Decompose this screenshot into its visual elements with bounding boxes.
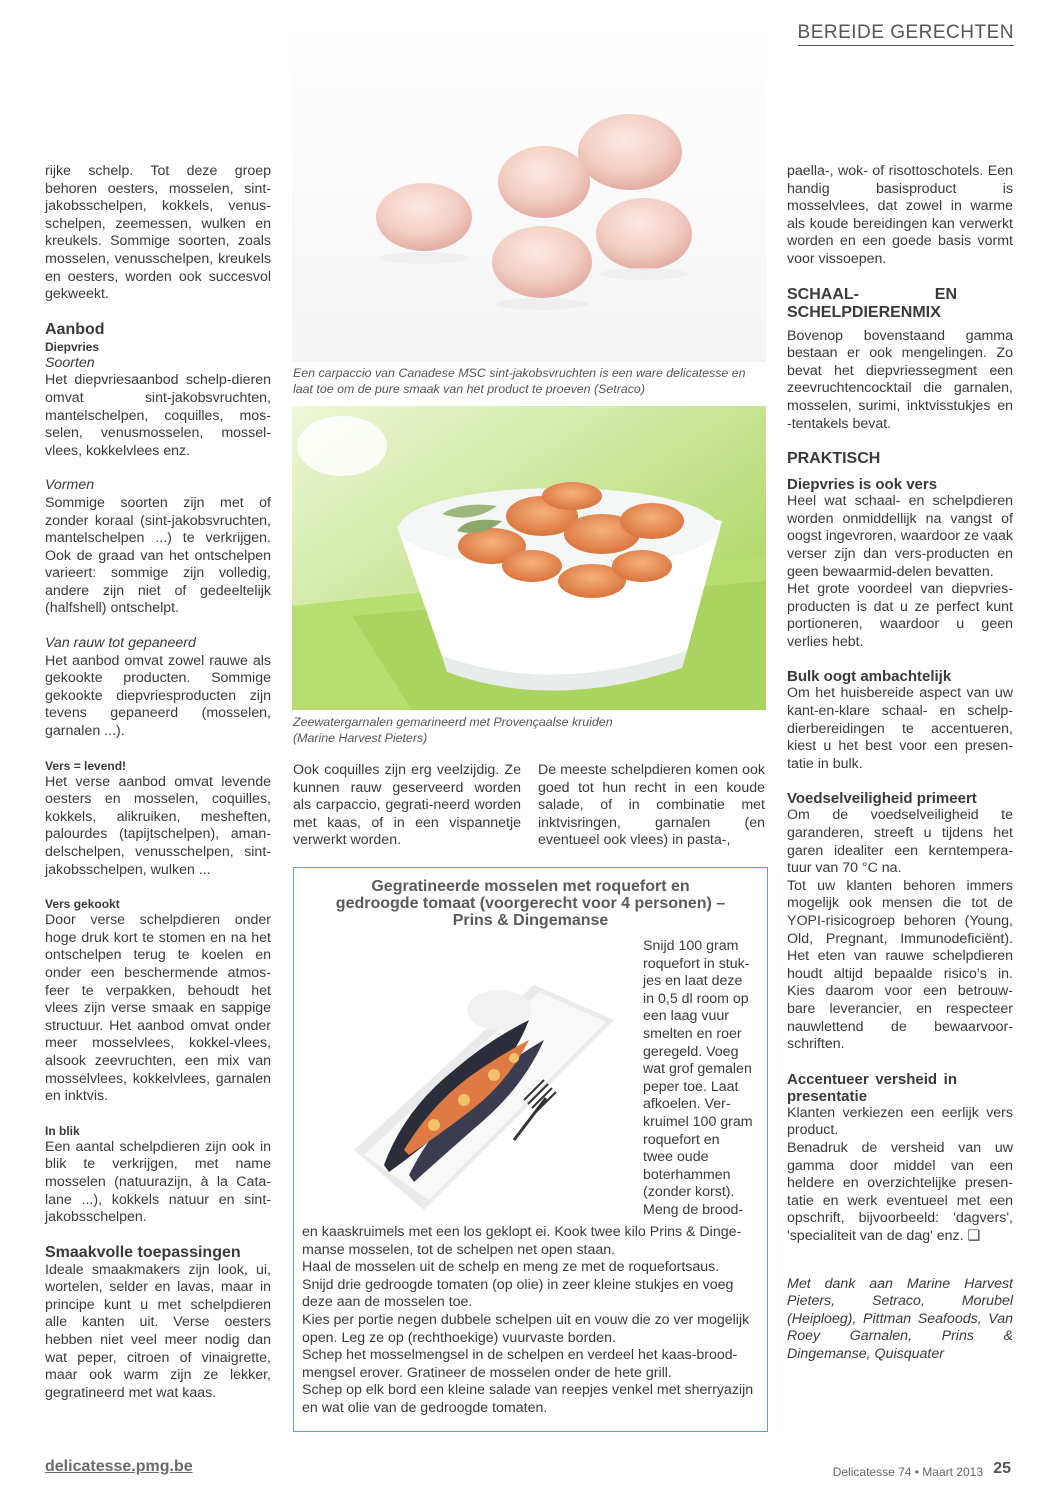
page-number: 25	[993, 1460, 1011, 1477]
paragraph: Ideale smaakmakers zijn look, ui, wortelen, selder en lavas, maar in principe kunt u met schelpdieren alle kanten uit. Verse oesters hebben niet veel meer nodig dan wat peper, citroen of vinaigrette, maar ook warm zijn ze lekker, gegratineerd met wat kaas.	[45, 1261, 271, 1401]
caption-scallops: Een carpaccio van Canadese MSC sint-jakobsvruchten is een ware delicatesse en laat toe om de pure smaak van het product te proeven (Setraco)	[293, 366, 746, 396]
recipe-title: Gegratineerde mosselen met roquefort en gedroogde tomaat (voorgerecht voor 4 personen) – Prins & Dingemanse	[335, 878, 726, 929]
paragraph: De meeste schelpdieren komen ook goed tot hun recht in een koude salade, of in combinatie met inktvisringen, garnalen (en eventueel ook vlees) in pasta-,	[538, 762, 765, 849]
paragraph: Sommige soorten zijn met of zonder koraal (sint-jakobsvruchten, mantelschelpen ...) te verkrijgen. Ook de graad van het ontschelpen varieert: sommige zijn volledig, andere zijn niet of gedeeltelijk (halfshell) ontschelpt.	[45, 494, 271, 617]
heading-voedselveiligheid: Voedselveiligheid primeert	[787, 790, 977, 808]
subheading-soorten: Soorten	[45, 354, 95, 371]
subheading-rauw: Van rauw tot gepaneerd	[45, 635, 196, 652]
heading-aanbod: Aanbod	[45, 320, 105, 338]
heading-schaal-mix: SCHAAL- EN SCHELPDIERENMIX	[787, 285, 957, 321]
paragraph: rijke schelp. Tot deze groep behoren oesters, mosselen, sint-jakobsschelpen, kokkels, venus-schelpen, zeemessen, wulken en kreukels. Sommige soorten, zoals mosselen, venusschelpen, kreukels en oesters, worden ook succesvol gekweekt.	[45, 163, 271, 303]
subheading-vormen: Vormen	[45, 477, 95, 494]
middle-column-b	[538, 762, 765, 850]
paragraph: Het aanbod omvat zowel rauwe als gekookte producten. Sommige gekookte diepvriesproducten zijn tevens gepaneerd (mosselen, garnalen ...).	[45, 652, 271, 740]
shrimp-photo	[292, 406, 766, 710]
heading-smaakvolle: Smaakvolle toepassingen	[45, 1243, 241, 1261]
left-column	[45, 163, 271, 1402]
paragraph: Heel wat schaal- en schelpdieren worden onmiddellijk na vangst of oogst ingevroren, waardoor ze vaak verser zijn dan vers-producten en geen bewaarmid-delen bevatten. Het grote voordeel van diepvries-producten is dat u ze perfect kunt portioneren, waardoor u geen verlies hebt.	[787, 493, 1013, 650]
heading-accentueer: Accentueer versheid in presentatie	[787, 1070, 957, 1105]
paragraph: Ook coquilles zijn erg veelzijdig. Ze kunnen rauw geserveerd worden als carpaccio, gegrati-neerd worden met kaas, of in een vispannetje verwerkt worden.	[293, 762, 521, 849]
heading-bulk: Bulk oogt ambachtelijk	[787, 668, 952, 686]
paragraph: Snijd 100 gram roquefort in stuk-jes en laat deze in 0,5 dl room op een laag vuur smelten en roer geregeld. Voeg wat grof gemalen peper toe. Laat afkoelen. Ver-kruimel 100 gram roquefort en twee oude boterhammen (zonder korst). Meng de brood-	[643, 938, 753, 1218]
heading-vers: Vers = levend!	[45, 758, 127, 773]
paragraph: Een aantal schelpdieren zijn ook in blik te verkrijgen, met name mosselen (natuurazijn, à la Cata-lane ...), kokkels natuur en sint-jakobsschelpen.	[45, 1138, 271, 1226]
paragraph: Bovenop bovenstaand gamma bestaan er ook mengelingen. Zo bevat het diepvriessegment een zeevruchtencocktail die garnalen, mosselen, surimi, inktvisstukjes en -tentakels bevat.	[787, 327, 1013, 432]
heading-diepvries: Diepvries	[45, 339, 100, 354]
paragraph: Door verse schelpdieren onder hoge druk kort te stomen en na het ontschelpen terug te koelen en onder een beschermende atmos-feer te verpakken, behoudt het vlees zijn verse smaak en sappige structuur. Het aanbod omvat onder meer mosselvlees, kokkel-vlees, alsook zeevruchten, een mix van mosselvlees, kokkelvlees, garnalen en inktvis.	[45, 912, 271, 1105]
heading-praktisch: PRAKTISCH	[787, 450, 881, 468]
recipe-body	[302, 1224, 757, 1418]
caption-shrimp: Zeewatergarnalen gemarineerd met Provençaalse kruiden (Marine Harvest Pieters)	[293, 715, 613, 745]
paragraph: paella-, wok- of risottoschotels. Een handig basisproduct is mosselvlees, dat zowel in warme als koude bereidingen kan verwerkt worden en een goede basis vormt voor vissoepen.	[787, 163, 1013, 267]
paragraph: en kaaskruimels met een los geklopt ei. Kook twee kilo Prins & Dinge-manse mosselen, tot de schelpen net open staan. Haal de mosselen uit de schelp en meng ze met de roquefortsaus. Snijd drie gedroogde tomaten (op olie) in zeer kleine stukjes en voeg deze aan de mosselen toe. Kies per portie negen dubbele schelpen uit en vouw die zo ver mogelijk open. Leg ze op (rechthoekige) vuurvaste borden. Schep het mosselmengsel in de schelpen en verdeel het kaas-brood-mengsel erover. Gratineer de mosselen onder de hete grill. Schep op elk bord een kleine salade van reepjes venkel met sherryazijn en wat olie van de gedroogde tomaten.	[302, 1224, 754, 1416]
heading-diepvries-vers: Diepvries is ook vers	[787, 476, 938, 494]
scallops-photo	[292, 22, 766, 362]
mussels-photo	[314, 950, 634, 1232]
thanks-note: Met dank aan Marine Harvest Pieters, Setraco, Morubel (Heiploeg), Pittman Seafoods, Van Roey Garnalen, Prins & Dingemanse, Quisquater	[787, 1275, 1013, 1362]
paragraph: Om de voedselveiligheid te garanderen, streeft u tijdens het garen idealiter een kerntempera-tuur van 70 °C na. Tot uw klanten behoren immers mogelijk ook mensen die tot de YOPI-risicogroep behoren (Young, Old, Pregnant, Immunodeficiënt). Het eten van rauwe schelpdieren houdt altijd bepaalde risico’s in. Kies daarom voor een betrouw-bare leverancier, en respecteer nauwlettend de bewaarvoor-schriften.	[787, 807, 1013, 1053]
middle-column-a	[293, 762, 521, 850]
paragraph: Het diepvriesaanbod schelp-dieren omvat sint-jakobsvruchten, mantelschelpen, coquilles, mos-selen, venusmosselen, mossel-vlees, kokkelvlees enz.	[45, 372, 271, 459]
recipe-box	[293, 867, 768, 1432]
heading-in-blik: In blik	[45, 1123, 80, 1138]
footer-issue: Delicatesse 74 • Maart 2013	[832, 1465, 983, 1479]
paragraph: Klanten verkiezen een eerlijk vers product. Benadruk de versheid van uw gamma door middel van een heldere en overzichtelijke presen-tatie en werk eventueel met een opschrift, bijvoorbeeld: 'dagvers', 'specialiteit van de dag' enz. ❑	[787, 1104, 1013, 1244]
right-column	[787, 163, 1013, 1363]
footer-website-link[interactable]: delicatesse.pmg.be	[45, 1458, 193, 1475]
section-label: BEREIDE GERECHTEN	[798, 22, 1014, 46]
recipe-side-text	[643, 938, 753, 1220]
heading-vers-gekookt: Vers gekookt	[45, 897, 120, 912]
paragraph: Het verse aanbod omvat levende oesters en mosselen, coquilles, kokkels, alikruiken, mesheften, palourdes (tapijtschelpen), aman-delschelpen, venusschelpen, sint-jakobsschelpen, wulken ...	[45, 773, 271, 878]
paragraph: Om het huisbereide aspect van uw kant-en-klare schaal- en schelp-dierbereidingen te accentueren, kiest u het best voor een presen-tatie in bulk.	[787, 685, 1013, 772]
